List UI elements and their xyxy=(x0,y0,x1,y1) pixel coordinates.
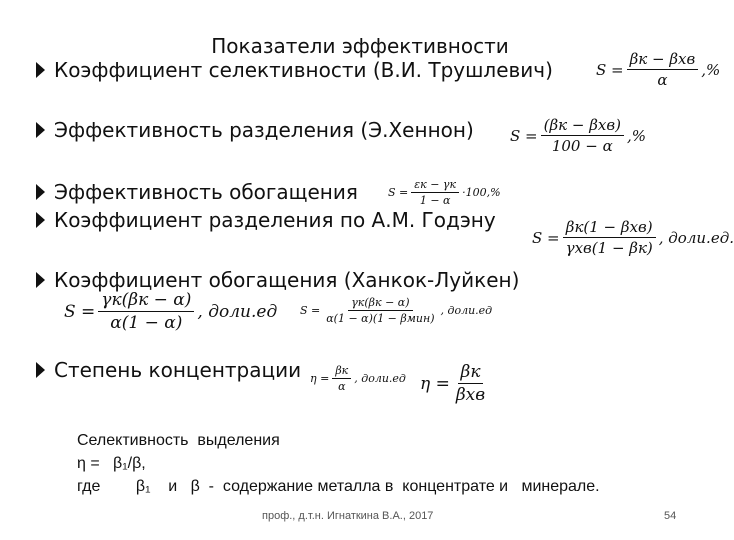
formula-numerator: γк(βк − α) xyxy=(348,296,412,311)
formula-lhs: η = xyxy=(420,373,450,394)
formula-numerator: γк(βк − α) xyxy=(98,290,194,312)
bullet-separation-efficiency xyxy=(36,118,474,142)
bullet-arrow-icon xyxy=(36,212,45,228)
formula-lhs: η = xyxy=(310,372,330,385)
formula-lhs: S = xyxy=(510,126,538,145)
formula-enrichment xyxy=(388,178,501,207)
formula-unit: , доли.ед xyxy=(354,372,406,385)
note-line-1: Селективность выделения xyxy=(77,432,280,449)
formula-numerator: βк xyxy=(332,364,351,379)
formula-unit: , доли.ед xyxy=(440,304,493,317)
bullet-concentration-degree xyxy=(36,358,301,382)
bullet-hancock-luyken xyxy=(36,268,519,292)
formula-unit: ·100,% xyxy=(462,186,501,199)
formula-denominator: α(1 − α) xyxy=(110,313,183,333)
formula-lhs: S = xyxy=(388,186,409,199)
bullet-arrow-icon xyxy=(36,122,45,138)
formula-numerator: βк(1 − βхв) xyxy=(563,218,656,238)
formula-denominator: α xyxy=(657,71,668,89)
bullet-arrow-icon xyxy=(36,362,45,378)
formula-unit: , доли.ед xyxy=(197,301,278,322)
bullet-arrow-icon xyxy=(36,62,45,78)
slide-title: Показатели эффективности xyxy=(211,34,509,58)
bullet-arrow-icon xyxy=(36,184,45,200)
formula-unit: ,% xyxy=(626,126,646,145)
formula-numerator: βк − βхв xyxy=(627,50,699,70)
bullet-selectivity xyxy=(36,58,553,82)
note-line-3: где β₁ и β - содержание металла в концентрате и минерале. xyxy=(77,478,600,495)
formula-lhs: S = xyxy=(64,301,96,322)
bullet-text: Коэффициент разделения по А.М. Годэну xyxy=(54,208,496,232)
formula-godin xyxy=(532,218,734,257)
formula-hancock-1 xyxy=(64,290,277,333)
formula-hancock-2 xyxy=(300,296,492,325)
bullet-text: Степень концентрации xyxy=(54,358,302,382)
bullet-arrow-icon xyxy=(36,272,45,288)
formula-trushlevich xyxy=(596,50,720,89)
formula-numerator: εк − γк xyxy=(411,178,459,193)
formula-lhs: S = xyxy=(596,60,624,79)
formula-numerator: βк xyxy=(458,362,484,384)
formula-hennon xyxy=(510,116,646,155)
page-number: 54 xyxy=(664,510,677,522)
formula-denominator: βхв xyxy=(455,385,486,405)
formula-concentration-2 xyxy=(420,362,491,405)
bullet-text: Эффективность разделения (Э.Хеннон) xyxy=(54,118,474,142)
bullet-text: Коэффициент обогащения (Ханкок-Луйкен) xyxy=(54,268,520,292)
formula-denominator: α xyxy=(338,380,346,393)
formula-concentration-1 xyxy=(310,364,406,393)
formula-denominator: α(1 − α)(1 − βмин) xyxy=(326,312,435,325)
note-line-2: η = β₁/β, xyxy=(77,455,146,472)
formula-lhs: S = xyxy=(300,304,321,317)
formula-denominator: 1 − α xyxy=(419,194,451,207)
formula-denominator: 100 − α xyxy=(551,137,613,155)
footer-author: проф., д.т.н. Игнаткина В.А., 2017 xyxy=(262,510,434,522)
bullet-godin-ratio xyxy=(36,208,496,232)
bullet-text: Коэффициент селективности (В.И. Трушлевич) xyxy=(54,58,553,82)
formula-numerator: (βк − βхв) xyxy=(541,116,624,136)
formula-denominator: γхв(1 − βк) xyxy=(565,239,653,257)
bullet-enrichment-efficiency xyxy=(36,180,358,204)
formula-unit: ,% xyxy=(701,60,721,79)
formula-unit: , доли.ед. xyxy=(658,228,734,247)
bullet-text: Эффективность обогащения xyxy=(54,180,358,204)
formula-lhs: S = xyxy=(532,228,560,247)
